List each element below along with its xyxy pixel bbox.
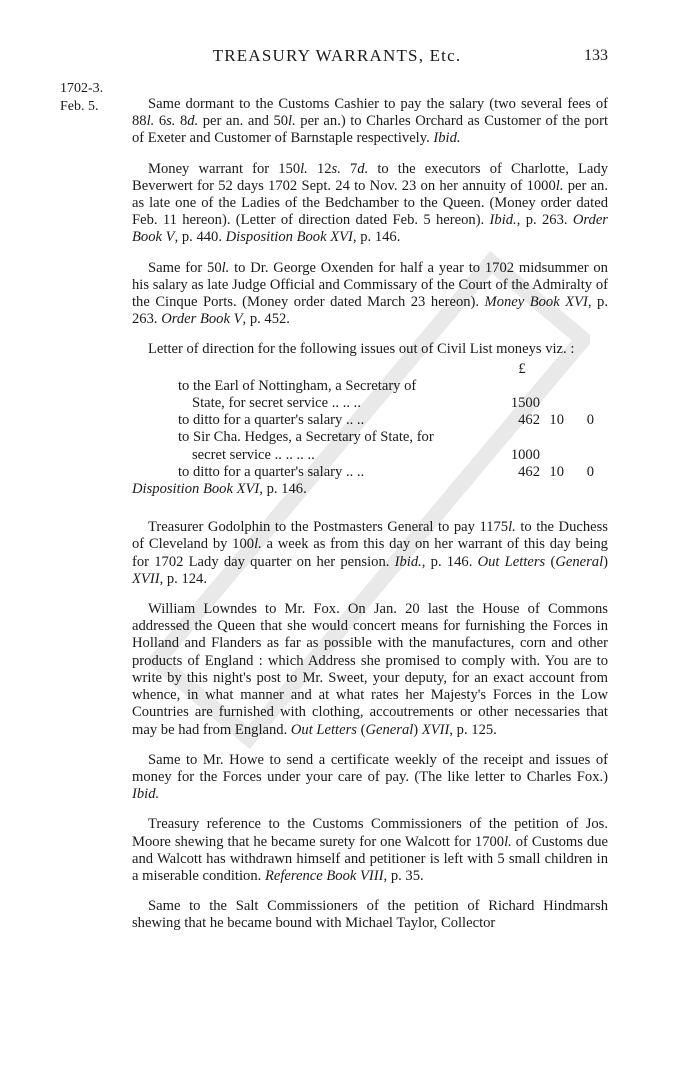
text-run: 6 (158, 113, 167, 130)
text-run: , p. 452. (242, 311, 290, 328)
text-run: l. (508, 519, 516, 536)
text-run: l. (504, 833, 512, 850)
text-run: to the Duchess of Cleveland by 100 (132, 519, 608, 553)
item-pounds: 1000 (510, 446, 540, 463)
text-run: l. (288, 113, 296, 130)
text-run: , p. 125. (449, 721, 497, 738)
text-run: Out Letters (477, 553, 546, 570)
text-run: Reference Book VIII (264, 867, 384, 884)
text-run: Same to Mr. Howe to send a certificate weekly of the receipt and issues of money for the Forces under your care of pay. (The like letter to Charles Fox.) (132, 751, 608, 785)
item-pence (564, 447, 594, 464)
item-shillings (540, 395, 564, 412)
item-description: to Sir Cha. Hedges, a Secretary of State, for (178, 429, 434, 446)
text-run: 8 (179, 113, 188, 130)
text-run: Ibid. (394, 553, 422, 570)
paragraph (132, 519, 608, 588)
text-run: l. (221, 259, 230, 276)
text-run: , p. 35. (383, 867, 424, 884)
text-run: , p. 124. (159, 570, 207, 587)
item-shillings: 10 (549, 412, 564, 429)
text-run: d. (357, 160, 369, 177)
text-run: , p. 263. (132, 294, 608, 328)
text-run: ( (356, 721, 366, 738)
text-run: 12 (316, 160, 332, 177)
text-run: Out Letters (290, 721, 357, 738)
item-pounds: 462 (518, 412, 540, 429)
text-run: General (365, 721, 414, 738)
paragraph (132, 96, 608, 148)
text-run: l. (146, 113, 159, 130)
item-description-cont: secret service .. .. .. .. (192, 446, 315, 463)
page-header (0, 46, 674, 70)
margin-date: Feb. 5. (60, 99, 99, 114)
text-run: , p. 440. (174, 229, 226, 246)
text-run: a week as from this day on her warrant of this day being for 1702 Lady day quarter on her pension. (132, 536, 608, 570)
paragraph (132, 898, 608, 932)
direction-item (132, 464, 608, 481)
text-run: Ibid. (433, 130, 461, 147)
item-description-cont: State, for secret service .. .. .. (192, 395, 361, 412)
text-run: per an. as late one of the Ladies of the Bedchamber to the Queen. (Money order dated Feb. 11 hereon). (Letter of direction dated Feb. 5 hereon). (132, 177, 608, 229)
text-run: l. (555, 177, 564, 194)
text-run: General (555, 553, 604, 570)
text-run: d. (187, 113, 199, 130)
paragraph (132, 161, 608, 247)
margin-year: 1702-3. (60, 81, 104, 96)
text-run: Money Book XVI (484, 294, 588, 311)
item-shillings: 10 (549, 463, 564, 480)
item-pence: 0 (586, 412, 594, 429)
currency-symbol: £ (518, 360, 526, 377)
text-run: ) (603, 553, 609, 570)
direction-source-page: , p. 146. (259, 481, 307, 498)
body-text (132, 96, 608, 946)
text-run: XVII (132, 570, 160, 587)
text-run: Treasurer Godolphin to the Postmasters General to pay 1175 (148, 519, 509, 536)
text-run: , p. 146. (421, 553, 478, 570)
text-run: to Dr. George Oxenden for half a year to 1702 midsummer on his salary as late Judge Official and Commissary of the Court of the Admiralty of the Cinque Ports. (Money order dated March 23 hereon). (132, 259, 608, 311)
text-run: s. (166, 113, 180, 130)
text-run: Ibid. (132, 786, 160, 803)
text-run: Same to the Salt Commissioners of the petition of Richard Hindmarsh shewing that he became bound with Michael Taylor, Collector (132, 898, 608, 932)
direction-item (132, 378, 608, 395)
paragraph (132, 260, 608, 329)
text-run: l. (300, 160, 317, 177)
paragraph (132, 816, 608, 885)
text-run: , p. 146. (352, 229, 401, 246)
direction-item (132, 412, 608, 429)
direction-source (132, 481, 608, 498)
text-run: William Lowndes to Mr. Fox. On Jan. 20 last the House of Commons addressed the Queen that she would concert means for furnishing the Forces in Holland and Flanders as far as possible with the manufactures, corn and other products of England : which Address she promised to comply with. You are to write by this night's post to Mr. Sweet, your deputy, for an exact account from whence, in what manner and at what rates her Majesty's Forces in the Low Countries are furnished with clothing, accoutrements or other necessaries that may be had from England. (132, 601, 608, 738)
text-run: , p. 263. (516, 212, 573, 229)
text-run: Treasury reference to the Customs Commissioners of the petition of Jos. Moore shewing that he became surety for one Walcott for 1700 (132, 816, 608, 850)
item-description: to ditto for a quarter's salary .. .. (178, 463, 365, 480)
text-run: Same for 50 (148, 259, 222, 276)
text-run: l. (254, 536, 262, 553)
text-run: Order Book V (132, 212, 608, 246)
running-title: TREASURY WARRANTS, Etc. (212, 46, 462, 65)
item-pounds: 1500 (510, 395, 540, 412)
direction-intro: Letter of direction for the following issues out of Civil List moneys viz. : (148, 341, 575, 358)
direction-item (132, 429, 608, 446)
item-description: to the Earl of Nottingham, a Secretary of (178, 377, 417, 394)
item-pounds: 462 (518, 463, 540, 480)
text-run: XVII (421, 721, 450, 738)
text-run: ) (413, 721, 422, 738)
text-run: Disposition Book XVI (225, 229, 353, 246)
text-run: of Customs due and Walcott has withdrawn himself and petitioner is left with 5 small children in a miserable condition. (132, 833, 608, 884)
item-pence (564, 395, 594, 412)
direction-source-book: Disposition Book XVI (132, 481, 260, 498)
item-shillings (540, 447, 564, 464)
page-number: 133 (584, 47, 608, 64)
text-run: s. (331, 160, 350, 177)
text-run: Order Book V (161, 311, 243, 328)
text-run: 7 (349, 160, 358, 177)
direction-items (132, 361, 608, 481)
text-run: Money warrant for 150 (148, 160, 301, 177)
text-run: to the executors of Charlotte, Lady Beverwert for 52 days 1702 Sept. 24 to Nov. 23 on her annuity of 1000 (132, 160, 609, 194)
paragraph (132, 752, 608, 804)
paragraph (132, 601, 608, 739)
text-run: Same dormant to the Customs Cashier to pay the salary (two several fees of 88 (132, 96, 608, 130)
item-pence: 0 (586, 463, 594, 480)
text-run: per an. and 50 (198, 113, 289, 130)
item-description: to ditto for a quarter's salary .. .. (178, 412, 365, 429)
text-run: per an.) to Charles Orchard as Customer of the port of Exeter and Customer of Barnstaple respectively. (132, 113, 609, 147)
text-run: Ibid. (489, 212, 517, 229)
text-run: ( (545, 553, 556, 570)
